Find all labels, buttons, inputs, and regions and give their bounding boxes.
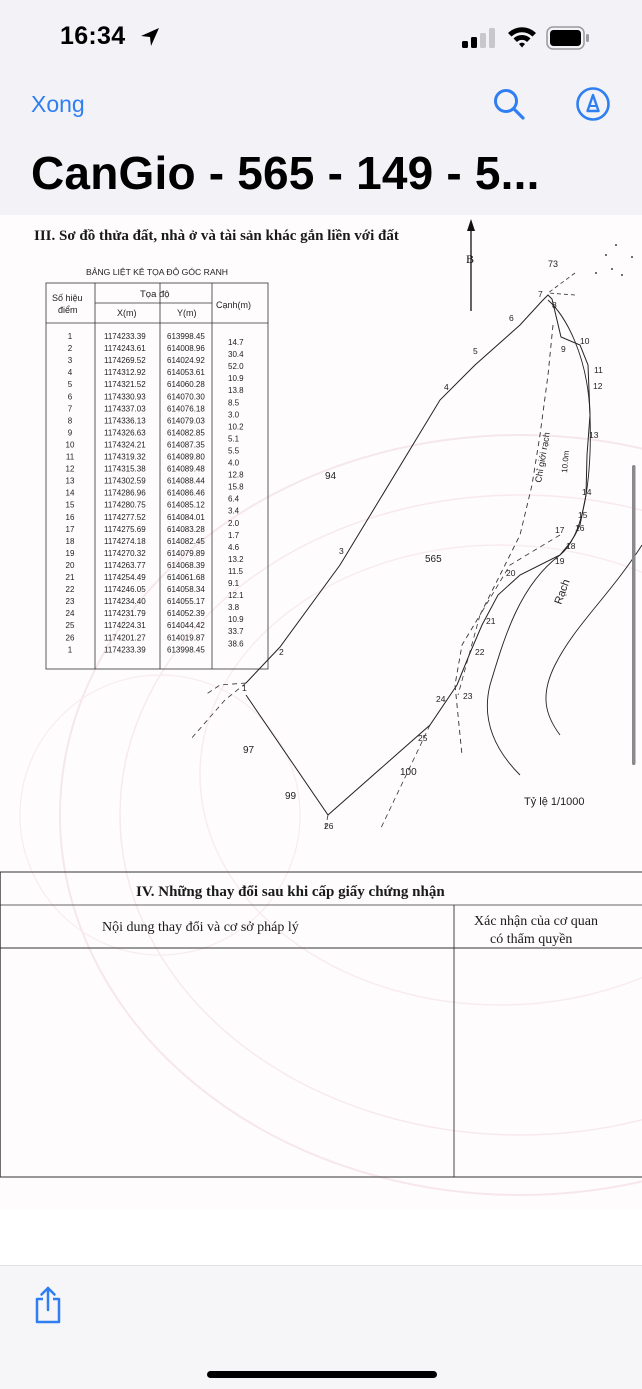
done-button[interactable]: Xong (31, 91, 85, 117)
map-point-label: 7 (538, 289, 543, 299)
map-point-label: 18 (566, 541, 576, 551)
document-view[interactable] (0, 215, 642, 1210)
map-point-label: 1 (242, 683, 247, 693)
table-cell-y: 614061.68 (167, 573, 205, 582)
table-cell-y: 614084.01 (167, 512, 205, 522)
table-cell-edge: 12.8 (228, 470, 244, 480)
table-cell-edge: 3.0 (228, 410, 240, 420)
table-cell-point: 20 (65, 560, 75, 570)
canal-bank-1 (487, 300, 590, 775)
table-cell-x: 1174315.38 (104, 464, 146, 474)
table-cell-y: 614082.45 (167, 536, 205, 546)
scale-label: Tỷ lệ 1/1000 (524, 796, 585, 808)
table-cell-x: 1174280.75 (104, 500, 146, 510)
table-cell-x: 1174330.93 (104, 392, 146, 402)
map-point-label: 8 (552, 300, 557, 310)
north-arrow-head-icon (467, 219, 475, 231)
table-cell-point: 11 (65, 452, 75, 462)
table-cell-point: 14 (65, 488, 75, 498)
changes-table (0, 872, 642, 1177)
north-label: B (466, 252, 475, 266)
table-cell-point: 8 (67, 416, 73, 426)
map-point-label: 26 (324, 821, 334, 831)
header-x: X(m) (117, 308, 137, 318)
table-cell-point: 21 (65, 573, 75, 582)
neighbour-line-97 (190, 683, 246, 740)
table-cell-point: 26 (65, 633, 75, 643)
table-cell-x: 1174312.92 (104, 368, 146, 378)
table-cell-y: 614076.18 (167, 404, 205, 414)
table-cell-point: 5 (67, 380, 73, 390)
col-confirm-header-2: có thẩm quyền (490, 932, 573, 947)
table-cell-y: 614019.87 (167, 633, 205, 643)
table-cell-point: 24 (65, 609, 75, 619)
search-icon[interactable] (491, 86, 527, 122)
table-cell-y: 614082.85 (167, 428, 205, 438)
parcel-100-label: 100 (400, 767, 417, 778)
map-point-label: 5 (473, 346, 478, 356)
table-cell-edge: 30.4 (228, 350, 244, 360)
table-cell-y: 614079.03 (167, 416, 205, 426)
home-indicator[interactable] (207, 1371, 437, 1378)
table-cell-edge: 33.7 (228, 627, 244, 637)
section3-title: III. Sơ đồ thửa đất, nhà ở và tài sản khác gắn liền với đất (34, 228, 399, 244)
table-cell-point: 2 (67, 344, 73, 354)
map-point-label: 16 (575, 523, 585, 533)
table-cell-y: 614070.30 (167, 392, 205, 402)
table-cell-edge: 8.5 (228, 398, 240, 408)
table-cell-edge: 5.1 (228, 434, 240, 444)
map-point-label: 22 (475, 647, 485, 657)
table-cell-x: 1174286.96 (104, 488, 146, 498)
map-point-label: 9 (561, 344, 566, 354)
map-point-label: 25 (418, 733, 428, 743)
table-cell-point: 15 (65, 500, 75, 510)
table-cell-y: 614053.61 (167, 368, 205, 378)
table-cell-y: 614088.44 (167, 476, 205, 486)
page-title: CanGio - 565 - 149 - 5... (31, 147, 540, 199)
map-point-label: 21 (486, 616, 496, 626)
table-cell-y: 614024.92 (167, 356, 205, 366)
table-cell-point: 1 (67, 332, 73, 341)
map-point-label: 24 (436, 694, 446, 704)
table-cell-x: 1174233.39 (104, 645, 146, 655)
table-cell-x: 1174324.21 (104, 440, 146, 450)
table-cell-y: 614089.80 (167, 452, 205, 462)
table-cell-point: 18 (65, 536, 75, 546)
table-cell-x: 1174254.49 (104, 573, 146, 582)
table-cell-point: 1 (67, 645, 73, 655)
map-point-label: 2 (279, 647, 284, 657)
table-cell-x: 1174302.59 (104, 476, 146, 486)
map-point-label: 17 (555, 525, 565, 535)
table-cell-x: 1174277.52 (104, 512, 146, 522)
table-cell-edge: 5.5 (228, 446, 240, 456)
table-cell-point: 22 (65, 585, 75, 595)
table-cell-edge: 10.9 (228, 374, 244, 384)
parcel-99-label: 99 (285, 791, 297, 802)
table-cell-x: 1174243.61 (104, 344, 146, 354)
table-cell-y: 614087.35 (167, 440, 205, 450)
wifi-icon (507, 26, 537, 48)
table-cell-x: 1174269.52 (104, 356, 146, 366)
table-cell-point: 4 (67, 368, 73, 378)
document-page (0, 215, 642, 1210)
col-content-header: Nội dung thay đổi và cơ sở pháp lý (102, 920, 299, 935)
table-cell-point: 6 (67, 392, 73, 402)
table-cell-y: 614055.17 (167, 597, 205, 607)
navigation-bar (0, 80, 642, 215)
status-time: 16:34 (60, 22, 126, 50)
table-cell-edge: 13.8 (228, 386, 244, 396)
table-cell-point: 19 (65, 548, 75, 558)
header-y: Y(m) (177, 308, 197, 318)
table-cell-y: 613998.45 (167, 645, 205, 655)
boundary-73-line-2 (548, 273, 575, 293)
boundary-label: Chỉ giới rạch (533, 431, 552, 484)
table-cell-edge: 2.0 (228, 518, 240, 528)
table-cell-edge: 3.8 (228, 603, 240, 613)
table-cell-x: 1174231.79 (104, 609, 146, 619)
canal-bank-2 (546, 545, 642, 735)
table-cell-x: 1174263.77 (104, 560, 146, 570)
table-cell-y: 614058.34 (167, 585, 205, 595)
table-cell-x: 1174224.31 (104, 621, 146, 631)
scroll-indicator[interactable] (632, 465, 636, 765)
table-cell-edge: 10.2 (228, 422, 244, 432)
table-cell-x: 1174270.32 (104, 548, 146, 558)
map-point-label: 13 (589, 430, 599, 440)
table-caption: BẢNG LIỆT KÊ TỌA ĐỘ GÓC RANH (86, 267, 228, 277)
table-cell-y: 614085.12 (167, 500, 205, 510)
table-cell-x: 1174275.69 (104, 524, 146, 534)
table-cell-y: 614068.39 (167, 560, 205, 570)
parcel-565-label: 565 (425, 554, 442, 565)
map-point-label: 10 (580, 336, 590, 346)
table-cell-x: 1174201.27 (104, 633, 146, 643)
table-cell-edge: 52.0 (228, 362, 244, 372)
header-coord: Tọa độ (140, 289, 170, 300)
map-point-label: 19 (555, 556, 565, 566)
map-point-label: 3 (339, 546, 344, 556)
table-cell-point: 23 (65, 597, 75, 607)
table-cell-y: 614060.28 (167, 380, 205, 390)
table-cell-point: 12 (65, 464, 75, 474)
table-cell-y: 614044.42 (167, 621, 205, 631)
parcel-73-label: 73 (548, 259, 559, 269)
table-cell-edge: 12.1 (228, 591, 244, 601)
table-cell-y: 614089.48 (167, 464, 205, 474)
parcel-94-label: 94 (325, 471, 337, 482)
boundary-73-line (548, 293, 575, 295)
table-cell-y: 614079.89 (167, 548, 205, 558)
table-cell-x: 1174233.39 (104, 332, 146, 341)
width-label: 10.0m (560, 450, 571, 474)
header-edge: Cạnh(m) (216, 300, 252, 310)
table-cell-edge: 14.7 (228, 338, 244, 348)
table-cell-x: 1174326.63 (104, 428, 146, 438)
map-point-label: 4 (444, 382, 449, 392)
table-cell-edge: 6.4 (228, 494, 240, 504)
table-cell-point: 16 (65, 512, 75, 522)
table-cell-edge: 10.9 (228, 615, 244, 625)
table-cell-x: 1174274.18 (104, 536, 146, 546)
bottom-toolbar (0, 1265, 642, 1389)
table-cell-point: 9 (67, 428, 73, 438)
table-cell-edge: 13.2 (228, 554, 244, 564)
canal-label: Rạch (552, 577, 573, 607)
markup-pen-icon[interactable] (575, 86, 611, 122)
section4-title: IV. Những thay đổi sau khi cấp giấy chứng nhận (136, 884, 445, 900)
table-cell-point: 7 (67, 404, 73, 414)
table-cell-point: 25 (65, 621, 75, 631)
map-point-label: 15 (578, 510, 588, 520)
table-cell-y: 614083.28 (167, 524, 205, 534)
table-cell-x: 1174337.03 (104, 404, 146, 414)
table-cell-y: 614008.96 (167, 344, 205, 354)
table-cell-point: 13 (65, 476, 75, 486)
map-point-label: 12 (593, 381, 603, 391)
location-arrow-icon (140, 27, 160, 47)
table-cell-edge: 4.0 (228, 458, 240, 468)
table-cell-edge: 3.4 (228, 506, 240, 516)
header-point-2: điểm (58, 305, 78, 315)
table-cell-point: 3 (67, 356, 73, 366)
table-cell-y: 614086.46 (167, 488, 205, 498)
col-confirm-header-1: Xác nhận của cơ quan (474, 914, 599, 929)
header-point-1: Số hiệu (52, 293, 83, 303)
land-parcel-map (190, 219, 642, 831)
battery-icon (546, 26, 590, 50)
map-point-label: 23 (463, 691, 473, 701)
table-cell-x: 1174246.05 (104, 585, 146, 595)
table-cell-edge: 15.8 (228, 482, 244, 492)
table-cell-point: 10 (65, 440, 75, 450)
noise-dots (595, 244, 633, 276)
table-cell-x: 1174234.40 (104, 597, 146, 607)
table-cell-x: 1174336.13 (104, 416, 146, 426)
table-cell-point: 17 (65, 524, 75, 534)
table-cell-x: 1174319.32 (104, 452, 146, 462)
table-cell-y: 614052.39 (167, 609, 205, 619)
map-point-label: 6 (509, 313, 514, 323)
table-cell-edge: 38.6 (228, 639, 244, 649)
map-point-label: 14 (582, 487, 592, 497)
table-cell-edge: 1.7 (228, 530, 240, 540)
table-cell-edge: 11.5 (228, 566, 243, 576)
table-cell-edge: 4.6 (228, 542, 240, 552)
share-icon[interactable] (32, 1285, 64, 1325)
status-bar (0, 0, 642, 80)
neighbour-line-20 (458, 535, 560, 695)
table-cell-edge: 9.1 (228, 579, 240, 589)
table-cell-y: 613998.45 (167, 332, 205, 341)
parcel-97-label: 97 (243, 745, 255, 756)
coordinate-table (46, 283, 268, 669)
map-point-label: 20 (506, 568, 516, 578)
map-point-label: 11 (594, 365, 603, 375)
table-cell-x: 1174321.52 (104, 380, 146, 390)
cellular-signal-icon (462, 28, 496, 48)
